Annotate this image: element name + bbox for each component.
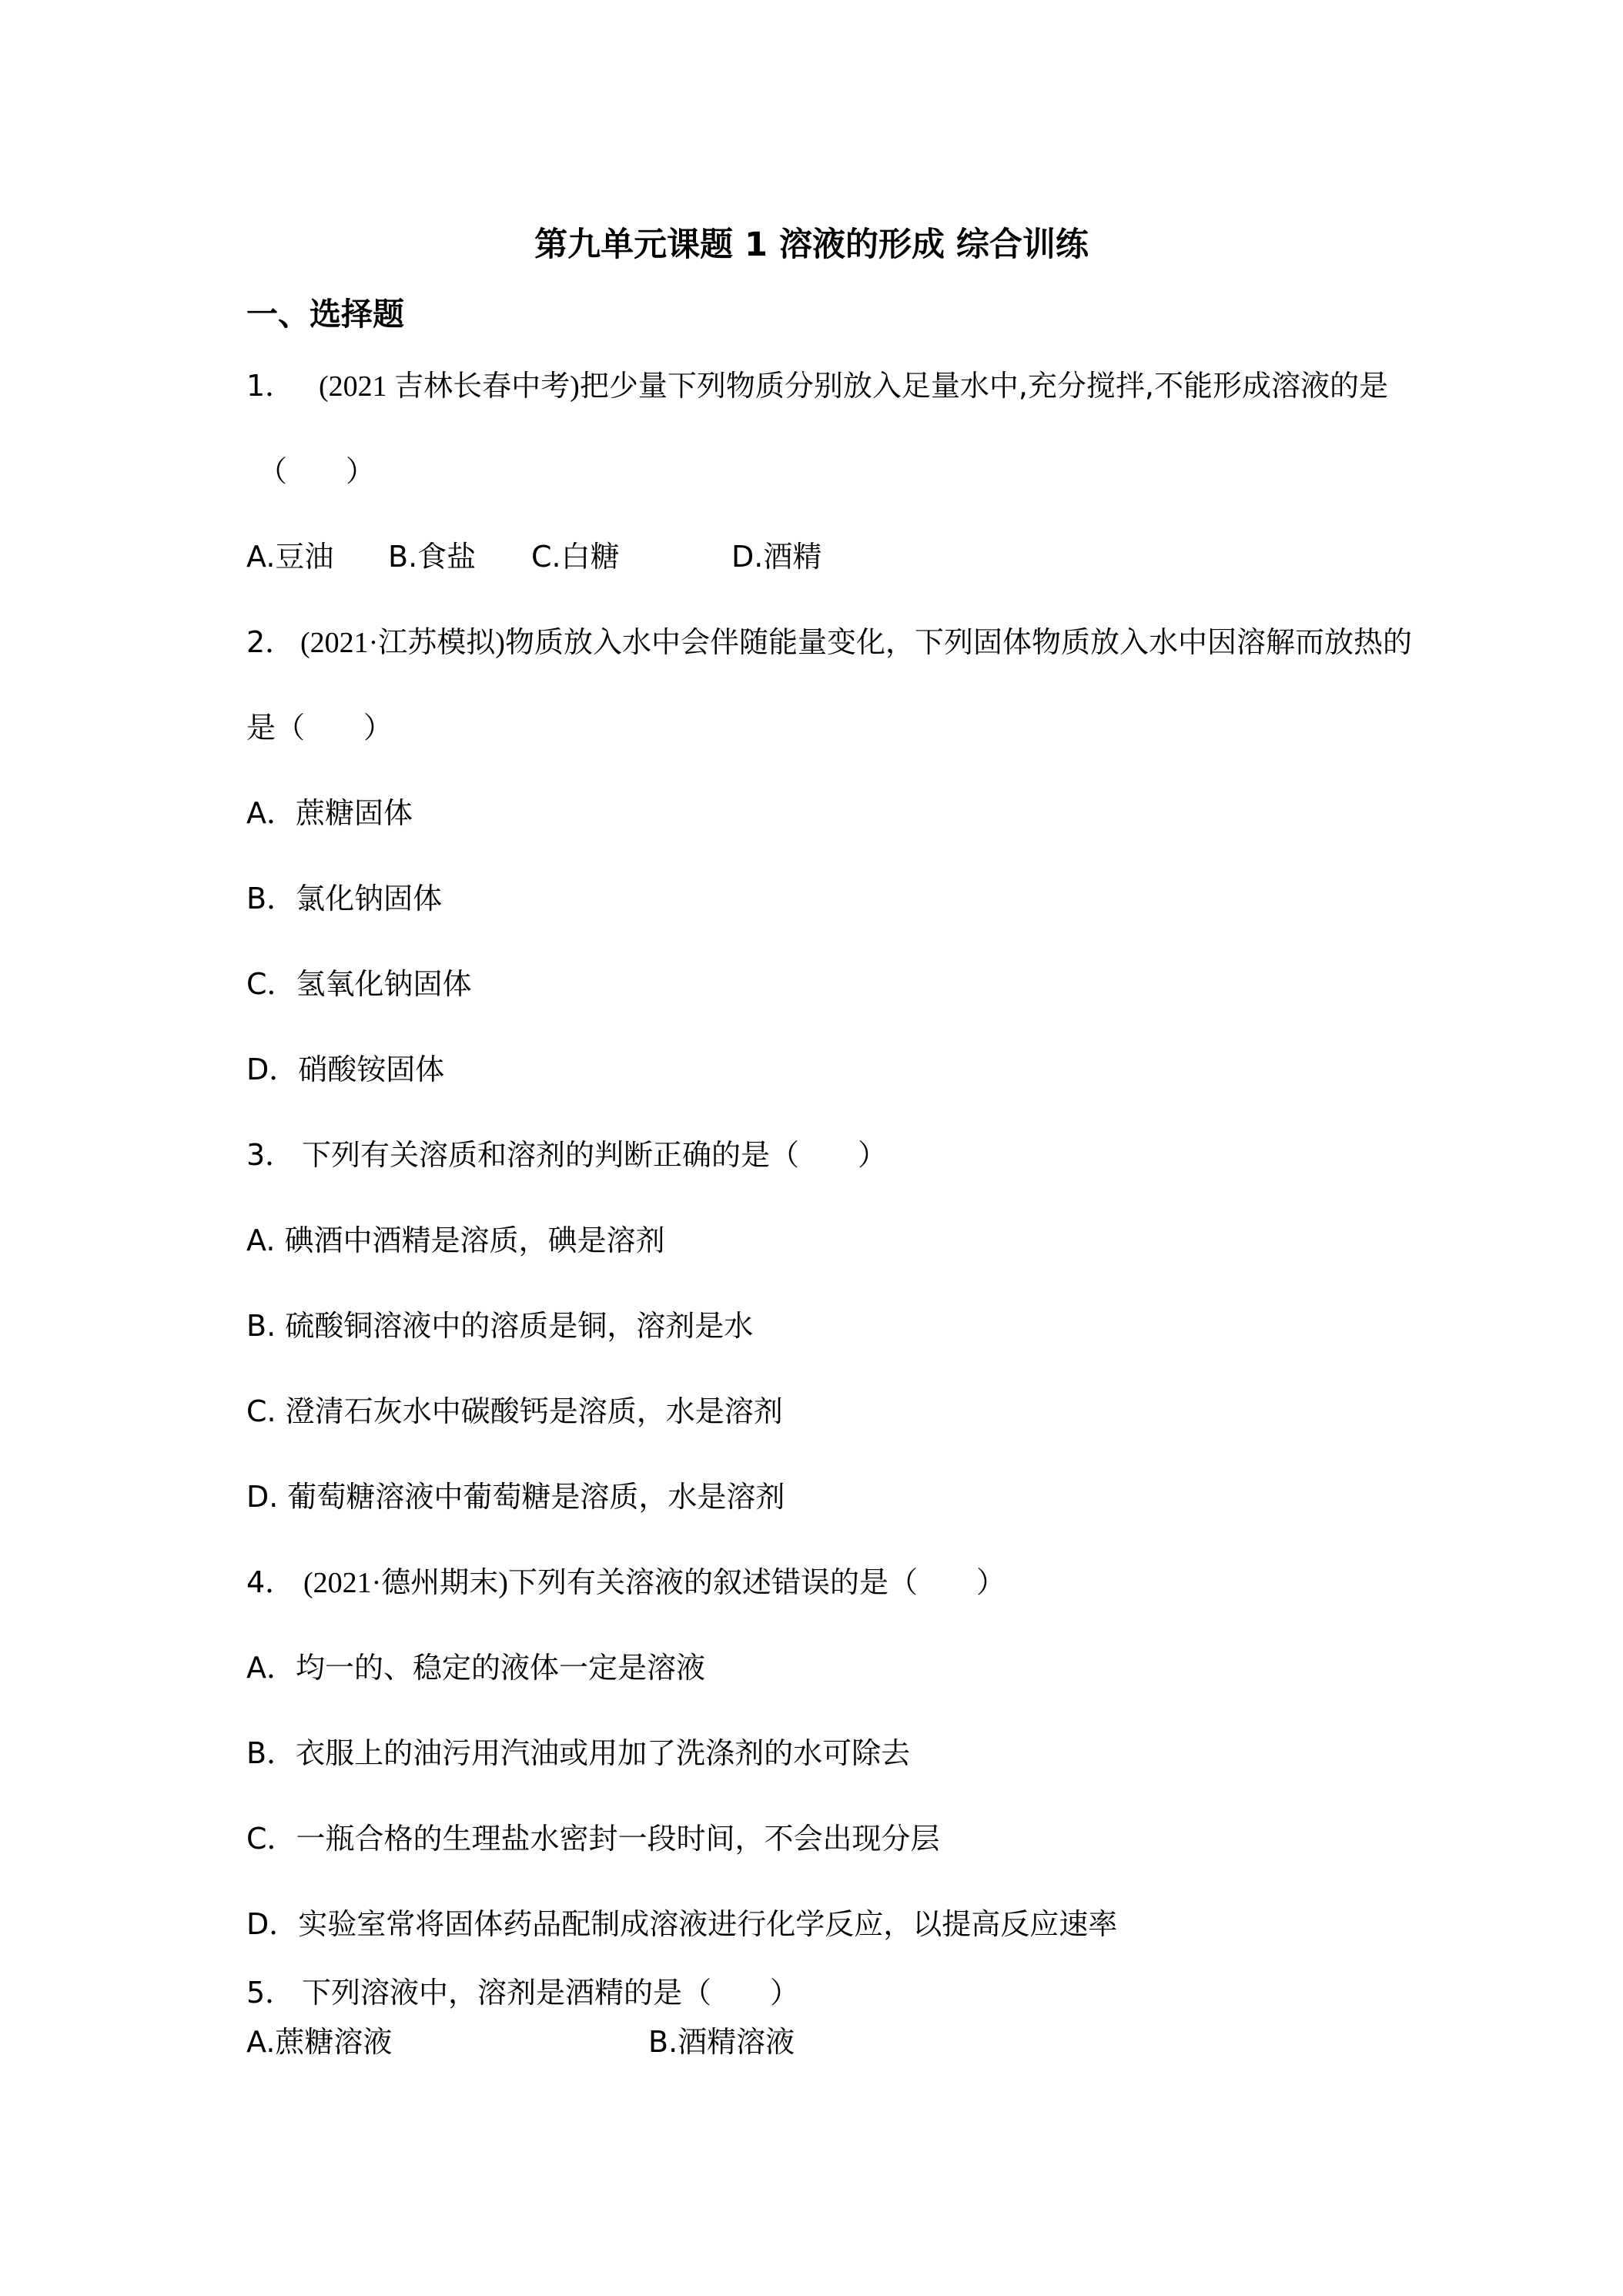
option-c: C．一瓶合格的生理盐水密封一段时间，不会出现分层	[246, 1822, 940, 1856]
option-d: D.酒精	[731, 540, 822, 574]
question-source: (2021·江苏模拟)	[300, 627, 505, 659]
document-title: 第九单元课题 1 溶液的形成 综合训练	[534, 226, 1089, 264]
option-d: D. 葡萄糖溶液中葡萄糖是溶质，水是溶剂	[246, 1480, 785, 1514]
question-1	[246, 367, 1388, 405]
question-number: 5．	[246, 1976, 295, 2010]
question-stem: 下列有关溶液的叙述错误的是（ ）	[507, 1565, 1006, 1599]
option-a: A.豆油	[246, 540, 334, 574]
question-source: (2021 吉林长春中考)	[319, 370, 580, 403]
option-d: D．实验室常将固体药品配制成溶液进行化学反应，以提高反应速率	[246, 1907, 1118, 1941]
option-a: A．均一的、稳定的液体一定是溶液	[246, 1651, 705, 1685]
question-2	[246, 624, 1412, 661]
question-number: 3．	[246, 1138, 295, 1172]
question-stem: 物质放入水中会伴随能量变化，下列固体物质放入水中因溶解而放热的	[504, 625, 1412, 659]
question-number: 4．	[246, 1565, 295, 1599]
question-number: 1．	[246, 369, 295, 403]
question-2-stem-cont: 是（ ）	[246, 711, 393, 745]
option-b: B.酒精溶液	[648, 2025, 795, 2059]
question-stem: 下列有关溶质和溶剂的判断正确的是（ ）	[302, 1138, 888, 1172]
option-a: A. 碘酒中酒精是溶质，碘是溶剂	[246, 1223, 665, 1257]
option-d: D．硝酸铵固体	[246, 1053, 445, 1086]
option-c: C.白糖	[531, 540, 620, 574]
question-source: (2021·德州期末)	[303, 1567, 508, 1599]
answer-paren: （ ）	[258, 454, 376, 488]
option-b: B．氯化钠固体	[246, 882, 443, 915]
question-stem: 把少量下列物质分别放入足量水中,充分搅拌,不能形成溶液的是	[579, 369, 1388, 403]
option-c: C．氢氧化钠固体	[246, 967, 472, 1001]
question-number: 2．	[246, 625, 295, 659]
option-c: C. 澄清石灰水中碳酸钙是溶质，水是溶剂	[246, 1394, 783, 1428]
question-4	[246, 1564, 1006, 1602]
option-a: A．蔗糖固体	[246, 796, 413, 830]
section-heading: 一、选择题	[246, 296, 404, 333]
question-5	[246, 1974, 799, 2011]
option-b: B．衣服上的油污用汽油或用加了洗涤剂的水可除去	[246, 1736, 911, 1770]
option-a: A.蔗糖溶液	[246, 2025, 393, 2059]
option-b: B.食盐	[388, 540, 477, 574]
option-b: B. 硫酸铜溶液中的溶质是铜，溶剂是水	[246, 1309, 754, 1343]
question-3	[246, 1136, 887, 1173]
question-stem: 下列溶液中，溶剂是酒精的是（ ）	[302, 1976, 800, 2010]
